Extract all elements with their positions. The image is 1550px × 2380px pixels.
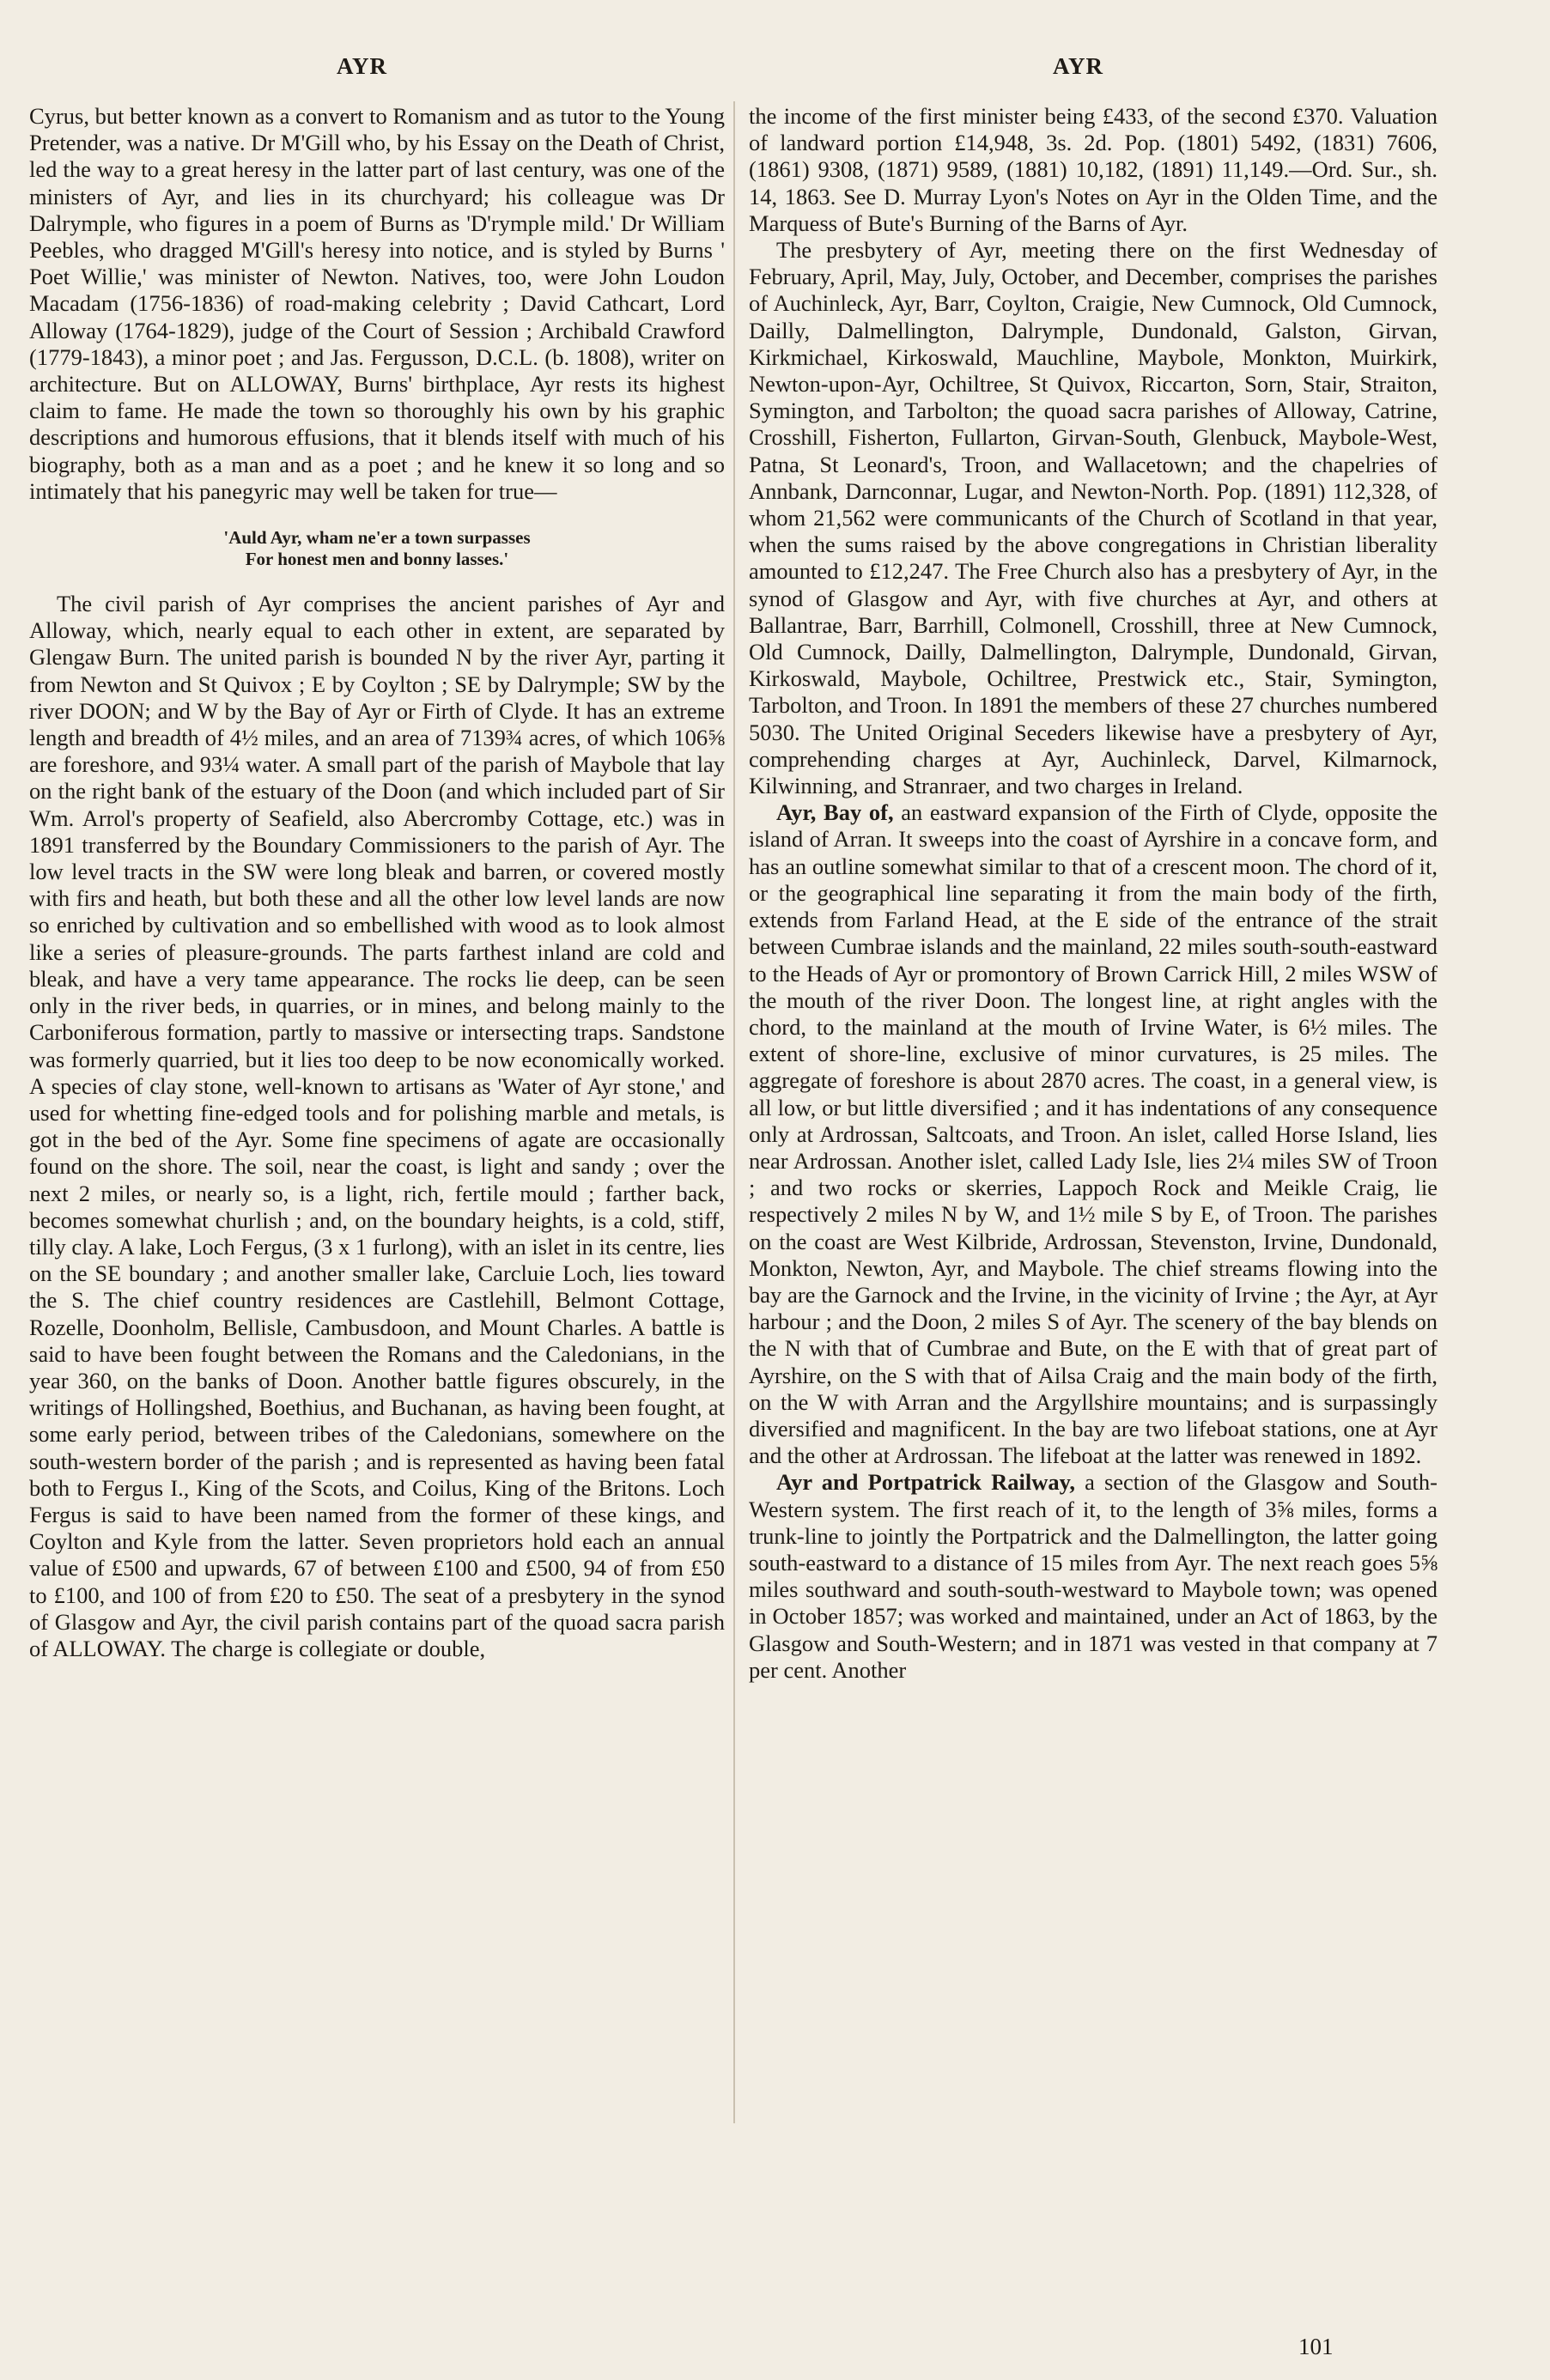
verse-line: 'Auld Ayr, wham ne'er a town surpasses [223,527,531,549]
burns-quotation [29,527,725,570]
right-column [749,103,1438,1684]
paragraph-civil-parish: The civil parish of Ayr comprises the ancient parishes of Ayr and Alloway, which, nearly equal to each other in extent, are separated by Glengaw Burn. The united parish is bounded N by the river Ayr, parting it from Newton and St Quivox ; E by Coylton ; SE by Dalrymple; SW by the river DOON; and W by the Bay of Ayr or Firth of Clyde. It has an extreme length and breadth of 4½ miles, and an area of 7139¾ acres, of which 106⅝ are foreshore, and 93¼ water. A small part of the parish of Maybole that lay on the right bank of the estuary of the Doon (and which included part of Sir Wm. Arrol's property of Seafield, also Abercromby Cottage, etc.) was in 1891 transferred by the Boundary Commissioners to the parish of Ayr. The low level tracts in the SW were long bleak and barren, or covered mostly with firs and heath, but both these and all the other low level lands are now so enriched by cultivation and so embellished with wood as to look almost like a series of pleasure-grounds. The parts farthest inland are cold and bleak, and have a very tame appearance. The rocks lie deep, can be seen only in the river beds, in quarries, or in mines, and belong mainly to the Carboniferous formation, partly to massive or intersecting traps. Sandstone was formerly quarried, but it lies too deep to be now economically worked. A species of clay stone, well-known to artisans as 'Water of Ayr stone,' and used for whetting fine-edged tools and for polishing marble and metals, is got in the bed of the Ayr. Some fine specimens of agate are occasionally found on the shore. The soil, near the coast, is light and sandy ; over the next 2 miles, or nearly so, is a light, rich, fertile mould ; farther back, becomes somewhat churlish ; and, on the boundary heights, is a cold, stiff, tilly clay. A lake, Loch Fergus, (3 x 1 furlong), with an islet in its centre, lies on the SE boundary ; and another smaller lake, Carcluie Loch, lies toward the S. The chief country residences are Castlehill, Belmont Cottage, Rozelle, Doonholm, Bellisle, Cambusdoon, and Mount Charles. A battle is said to have been fought between the Romans and the Caledonians, in the year 360, on the banks of Doon. Another battle figures obscurely, in the writings of Hollingshed, Boethius, and Buchanan, as having been fought, at some early period, between tribes of the Caledonians, somewhere on the south-western border of the parish ; and is represented as having been fatal both to Fergus I., King of the Scots, and Coilus, King of the Britons. Loch Fergus is said to have been named from the former of these kings, and Coylton and Kyle from the latter. Seven proprietors hold each an annual value of £500 and upwards, 67 of between £100 and £500, 94 of from £50 to £100, and 100 of from £20 to £50. The seat of a presbytery in the synod of Glasgow and Ayr, the civil parish contains part of the quoad sacra parish of ALLOWAY. The charge is collegiate or double, [29,591,725,1661]
paragraph-valuation: the income of the first minister being £433, of the second £370. Valuation of landward portion £14,948, 3s. 2d. Pop. (1801) 5492, (1831) 7606, (1861) 9308, (1871) 9589, (1881) 10,182, (1891) 11,149.—Ord. Sur., sh. 14, 1863. See D. Murray Lyon's Notes on Ayr in the Olden Time, and the Marquess of Bute's Burning of the Barns of Ayr. [749,103,1438,236]
entry-text: an eastward expansion of the Firth of Clyde, opposite the island of Arran. It sweeps into the coast of Ayrshire in a concave form, and has an outline somewhat similar to that of a crescent moon. The chord of it, or the geographical line separating it from the main body of the firth, extends from Farland Head, at the E side of the entrance of the strait between Cumbrae islands and the mainland, 22 miles south-south-eastward to the Heads of Ayr or promontory of Brown Carrick Hill, 2 miles WSW of the mouth of the river Doon. The longest line, at right angles with the chord, to the mainland at the mouth of Irvine Water, is 6½ miles. The extent of shore-line, exclusive of minor curvatures, is 25 miles. The aggregate of foreshore is about 2870 acres. The coast, in a general view, is all low, or but little diversified ; and it has indentations of any consequence only at Ardrossan, Saltcoats, and Troon. An islet, called Horse Island, lies near Ardrossan. Another islet, called Lady Isle, lies 2¼ miles SW of Troon ; and two rocks or skerries, Lappoch Rock and Meikle Craig, lie respectively 2 miles N by W, and 1½ mile S by E, of Troon. The parishes on the coast are West Kilbride, Ardrossan, Stevenston, Irvine, Dundonald, Monkton, Newton, Ayr, and Maybole. The chief streams flowing into the bay are the Garnock and the Irvine, in the vicinity of Irvine ; the Ayr, at Ayr harbour ; and the Doon, 2 miles S of Ayr. The scenery of the bay blends on the N with that of Cumbrae and Bute, on the E with that of great part of Ayrshire, on the S with that of Ailsa Craig and the main body of the firth, on the W with Arran and the Argyllshire mountains; and is surpassingly diversified and magnificent. In the bay are two lifeboat stations, one at Ayr and the other at Ardrossan. The lifeboat at the latter was renewed in 1892. [749,799,1438,1469]
running-header-right: AYR [1053,53,1104,79]
entry-ayr-portpatrick-railway [749,1469,1438,1684]
entry-bay-of-ayr [749,799,1438,1469]
entry-heading: Ayr, Bay of, [776,799,894,826]
paragraph-natives: Cyrus, but better known as a convert to Romanism and as tutor to the Young Pretender, was a native. Dr M'Gill who, by his Essay on the Death of Christ, led the way to a great heresy in the latter part of last century, was one of the ministers of Ayr, and lies in its churchyard; his colleague was Dr Dalrymple, who figures in a poem of Burns as 'D'rymple mild.' Dr William Peebles, who dragged M'Gill's heresy into notice, and is styled by Burns ' Poet Willie,' was minister of Newton. Natives, too, were John Loudon Macadam (1756-1836) of road-making celebrity ; David Cathcart, Lord Alloway (1764-1829), judge of the Court of Session ; Archibald Crawford (1779-1843), a minor poet ; and Jas. Fergusson, D.C.L. (b. 1808), writer on architecture. But on ALLOWAY, Burns' birthplace, Ayr rests its highest claim to fame. He made the town so thoroughly his own by his graphic descriptions and humorous effusions, that it blends itself with much of his biography, both as a man and as a poet ; and he knew it so long and so intimately that his panegyric may well be taken for true— [29,103,725,504]
paragraph-presbytery: The presbytery of Ayr, meeting there on the first Wednesday of February, April, May, July, October, and December, comprises the parishes of Auchinleck, Ayr, Barr, Coylton, Craigie, New Cumnock, Old Cumnock, Dailly, Dalmellington, Dalrymple, Dundonald, Galston, Girvan, Kirkmichael, Kirkoswald, Mauchline, Maybole, Monkton, Muirkirk, Newton-upon-Ayr, Ochiltree, St Quivox, Riccarton, Sorn, Stair, Straiton, Symington, and Tarbolton; the quoad sacra parishes of Alloway, Catrine, Crosshill, Fisherton, Fullarton, Girvan-South, Glenbuck, Maybole-West, Patna, St Leonard's, Troon, and Wallacetown; and the chapelries of Annbank, Darnconnar, Lugar, and Newton-North. Pop. (1891) 112,328, of whom 21,562 were communicants of the Church of Scotland in that year, when the sums raised by the above congregations in Christian liberality amounted to £12,247. The Free Church also has a presbytery of Ayr, in the synod of Glasgow and Ayr, with five churches at Ayr, and others at Ballantrae, Barr, Barrhill, Colmonell, Crosshill, three at New Cumnock, Old Cumnock, Dailly, Dalmellington, Dalrymple, Dundonald, Girvan, Kirkoswald, Maybole, Ochiltree, Prestwick etc., Stair, Symington, Tarbolton, and Troon. In 1891 the members of these 27 churches numbered 5030. The United Original Seceders likewise have a presbytery of Ayr, comprehending charges at Ayr, Auchinleck, Darvel, Kilmarnock, Kilwinning, and Stranraer, and two charges in Ireland. [749,237,1438,799]
entry-heading: Ayr and Portpatrick Railway, [776,1469,1076,1496]
left-column [29,103,725,1662]
entry-text: a section of the Glasgow and South-Western system. The first reach of it, to the length of 3⅝ miles, forms a trunk-line to jointly the Portpatrick and the Dalmellington, the latter going south-eastward to a distance of 15 miles from Ayr. The next reach goes 5⅝ miles southward and south-south-westward to Maybole town; was opened in October 1857; was worked and maintained, under an Act of 1863, by the Glasgow and South-Western; and in 1871 was vested in that company at 7 per cent. Another [749,1469,1438,1683]
column-divider [733,101,735,2123]
running-header-left: AYR [337,53,388,79]
page-number: 101 [1298,2334,1334,2359]
verse-line: For honest men and bonny lasses.' [245,549,509,570]
